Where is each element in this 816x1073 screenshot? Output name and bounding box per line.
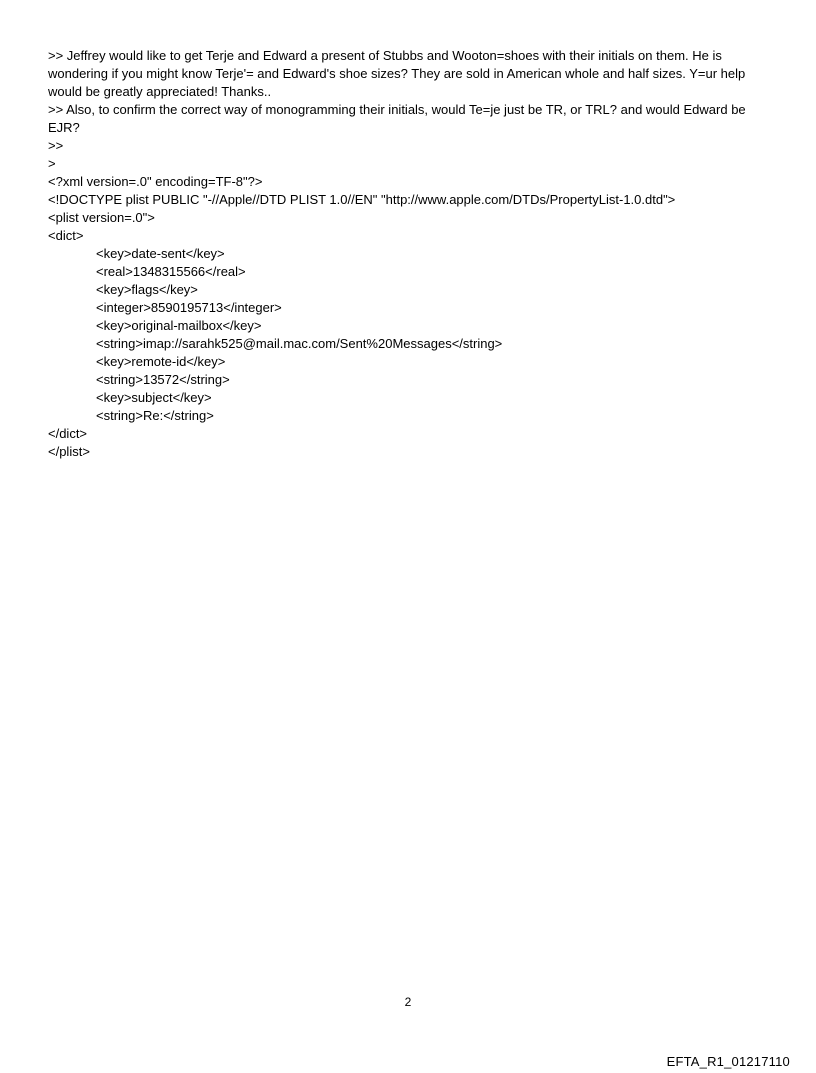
plist-doctype: <!DOCTYPE plist PUBLIC "-//Apple//DTD PLIST 1.0//EN" "http://www.apple.com/DTDs/PropertyList-1.0.dtd">: [48, 192, 676, 207]
plist-open-tag: <plist version=.0">: [48, 210, 155, 225]
quoted-marker-double: >>: [48, 138, 64, 153]
quoted-marker-single: >: [48, 156, 56, 171]
document-id-stamp: EFTA_R1_01217110: [666, 1054, 790, 1069]
plist-entry-string-original-mailbox: <string>imap://sarahk525@mail.mac.com/Sent%20Messages</string>: [96, 336, 503, 351]
plist-entry-key-date-sent: <key>date-sent</key>: [96, 246, 225, 261]
dict-close-tag: </dict>: [48, 426, 88, 441]
plist-entry-key-subject: <key>subject</key>: [96, 390, 212, 405]
plist-close-tag: </plist>: [48, 444, 90, 459]
xml-declaration: <?xml version=.0" encoding=TF-8"?>: [48, 174, 263, 189]
dict-open-tag: <dict>: [48, 228, 84, 243]
quoted-paragraph-gift-request: >> Jeffrey would like to get Terje and Edward a present of Stubbs and Wooton=shoes with their initials on them. He is wondering if you might know Terje'= and Edward's shoe sizes? They are sold in American whole and half sizes. Y=ur help would be greatly appreciated! Thanks..: [48, 48, 749, 99]
page-number: 2: [404, 995, 412, 1009]
plist-entry-key-original-mailbox: <key>original-mailbox</key>: [96, 318, 262, 333]
plist-entry-string-subject: <string>Re:</string>: [96, 408, 214, 423]
plist-entry-integer-flags: <integer>8590195713</integer>: [96, 300, 282, 315]
email-body: [48, 47, 768, 461]
plist-entry-key-remote-id: <key>remote-id</key>: [96, 354, 226, 369]
plist-entry-string-remote-id: <string>13572</string>: [96, 372, 230, 387]
plist-entry-real-date-sent: <real>1348315566</real>: [96, 264, 246, 279]
quoted-paragraph-monogram: >> Also, to confirm the correct way of monogramming their initials, would Te=je just be TR, or TRL? and would Edward be EJR?: [48, 102, 750, 135]
plist-entry-key-flags: <key>flags</key>: [96, 282, 198, 297]
